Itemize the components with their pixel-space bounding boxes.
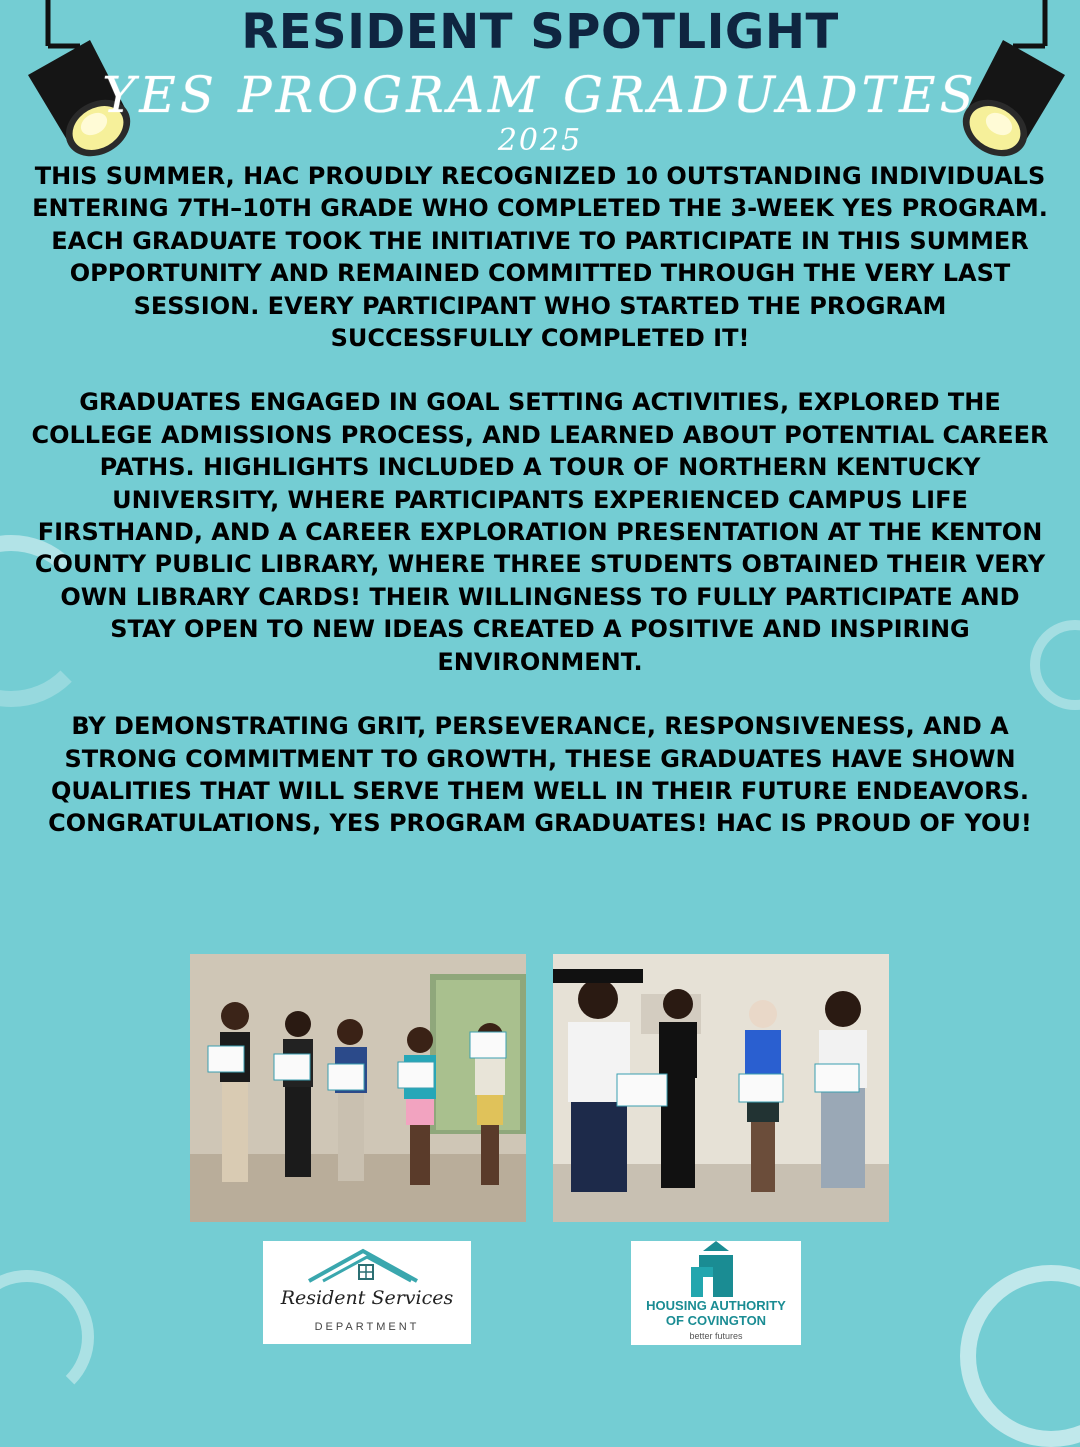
logo-script-text: Resident Services — [280, 1287, 454, 1309]
group-photo-left — [190, 954, 526, 1222]
year-label: 2025 — [497, 123, 583, 158]
resident-services-logo — [263, 1241, 471, 1344]
decorative-ring — [0, 1270, 94, 1404]
paragraph: BY DEMONSTRATING GRIT, PERSEVERANCE, RESPONSIVENESS, AND A STRONG COMMITMENT TO GROWTH, THESE GRADUATES HAVE SHOWN QUALITIES THAT WILL SERVE THEM WELL IN THEIR FUTURE ENDEAVORS. CONGRATULATIONS, YES PROGRAM GRADUATES! HAC IS PROUD OF YOU! — [48, 712, 1032, 838]
article-body — [30, 160, 1050, 840]
decorative-ring — [960, 1265, 1080, 1447]
logo-department-text: DEPARTMENT — [314, 1321, 420, 1333]
logo-tagline: better futures — [689, 1331, 743, 1341]
paragraph: THIS SUMMER, HAC PROUDLY RECOGNIZED 10 OUTSTANDING INDIVIDUALS ENTERING 7TH–10TH GRADE WHO COMPLETED THE 3-WEEK YES PROGRAM. EACH GRADUATE TOOK THE INITIATIVE TO PARTICIPATE IN THIS SUMMER OPPORTUNITY AND REMAINED COMMITTED THROUGH THE VERY LAST SESSION. EVERY PARTICIPANT WHO STARTED THE PROGRAM SUCCESSFULLY COMPLETED IT! — [32, 162, 1048, 353]
logo-name — [631, 1298, 801, 1328]
hac-logo — [631, 1241, 801, 1345]
group-photo-right — [553, 954, 889, 1222]
logo-name-line: HOUSING AUTHORITY — [646, 1298, 786, 1313]
building-icon — [631, 1241, 801, 1299]
page-title: RESIDENT SPOTLIGHT — [241, 4, 839, 60]
roof-icon — [263, 1241, 471, 1291]
page-subtitle: YES PROGRAM GRADUADTES — [102, 66, 978, 124]
logo-name-line: OF COVINGTON — [665, 1313, 767, 1328]
paragraph: GRADUATES ENGAGED IN GOAL SETTING ACTIVITIES, EXPLORED THE COLLEGE ADMISSIONS PROCESS, AND LEARNED ABOUT POTENTIAL CAREER PATHS. HIGHLIGHTS INCLUDED A TOUR OF NORTHERN KENTUCKY UNIVERSITY, WHERE PARTICIPANTS EXPERIENCED CAMPUS LIFE FIRSTHAND, AND A CAREER EXPLORATION PRESENTATION AT THE KENTON COUNTY PUBLIC LIBRARY, WHERE THREE STUDENTS OBTAINED THEIR VERY OWN LIBRARY CARDS! THEIR WILLINGNESS TO FULLY PARTICIPATE AND STAY OPEN TO NEW IDEAS CREATED A POSITIVE AND INSPIRING ENVIRONMENT. — [31, 388, 1049, 676]
